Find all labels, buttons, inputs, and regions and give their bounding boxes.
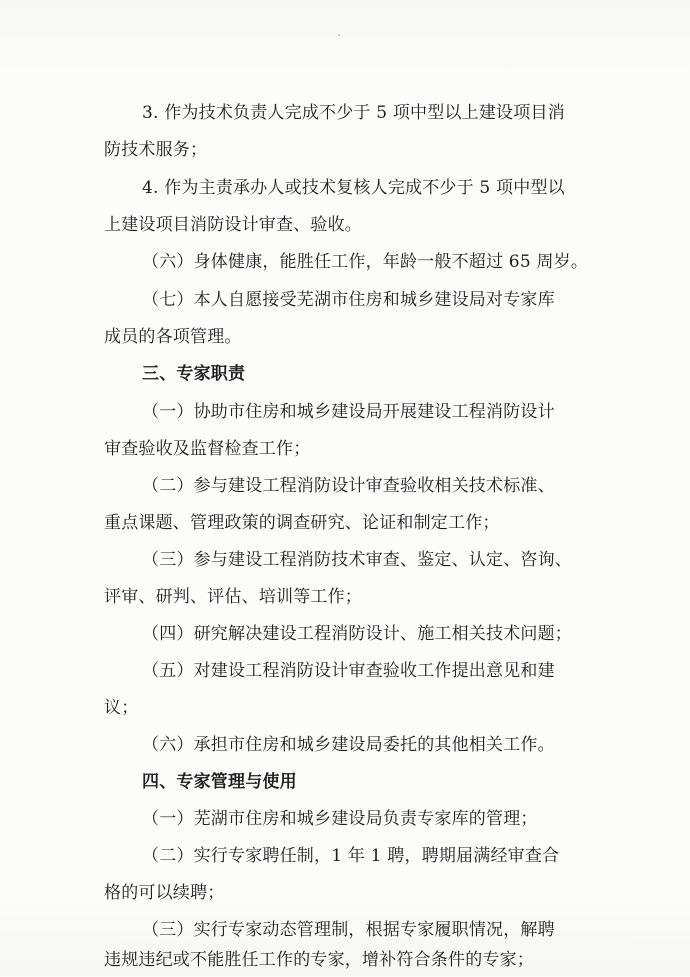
duty-2-line-1: （二）参与建设工程消防设计审查验收相关技术标准、 [142, 476, 555, 496]
duty-3-line-1: （三）参与建设工程消防技术审查、鉴定、认定、咨询、 [142, 550, 572, 570]
management-3-line-1: （三）实行专家动态管理制，根据专家履职情况，解聘 [142, 920, 555, 940]
management-2-line-1: （二）实行专家聘任制，1 年 1 聘，聘期届满经审查合 [142, 846, 560, 866]
scan-speck [338, 34, 340, 36]
duty-1-line-1: （一）协助市住房和城乡建设局开展建设工程消防设计 [142, 402, 555, 422]
item-3-line-1: 3. 作为技术负责人完成不少于 5 项中型以上建设项目消 [142, 103, 565, 123]
duty-6: （六）承担市住房和城乡建设局委托的其他相关工作。 [142, 735, 555, 755]
item-4-line-2: 上建设项目消防设计审查、验收。 [104, 215, 362, 235]
management-1: （一）芜湖市住房和城乡建设局负责专家库的管理； [142, 809, 538, 829]
item-3-line-2: 防技术服务； [104, 140, 208, 160]
clause-6-health: （六）身体健康，能胜任工作，年龄一般不超过 65 周岁。 [142, 252, 589, 272]
duty-5-line-2: 议； [104, 698, 139, 718]
clause-7-line-2: 成员的各项管理。 [104, 327, 242, 347]
management-3-line-2: 违规违纪或不能胜任工作的专家，增补符合条件的专家； [104, 950, 534, 970]
duty-2-line-2: 重点课题、管理政策的调查研究、论证和制定工作； [104, 513, 500, 533]
section-3-heading: 三、专家职责 [142, 364, 246, 384]
management-2-line-2: 格的可以续聘； [104, 883, 225, 903]
section-4-heading: 四、专家管理与使用 [142, 772, 297, 792]
duty-3-line-2: 评审、研判、评估、培训等工作； [104, 587, 362, 607]
clause-7-line-1: （七）本人自愿接受芜湖市住房和城乡建设局对专家库 [142, 290, 555, 310]
item-4-line-1: 4. 作为主责承办人或技术复核人完成不少于 5 项中型以 [142, 178, 565, 198]
duty-5-line-1: （五）对建设工程消防设计审查验收工作提出意见和建 [142, 661, 555, 681]
duty-4: （四）研究解决建设工程消防设计、施工相关技术问题； [142, 624, 572, 644]
duty-1-line-2: 审查验收及监督检查工作； [104, 439, 311, 459]
